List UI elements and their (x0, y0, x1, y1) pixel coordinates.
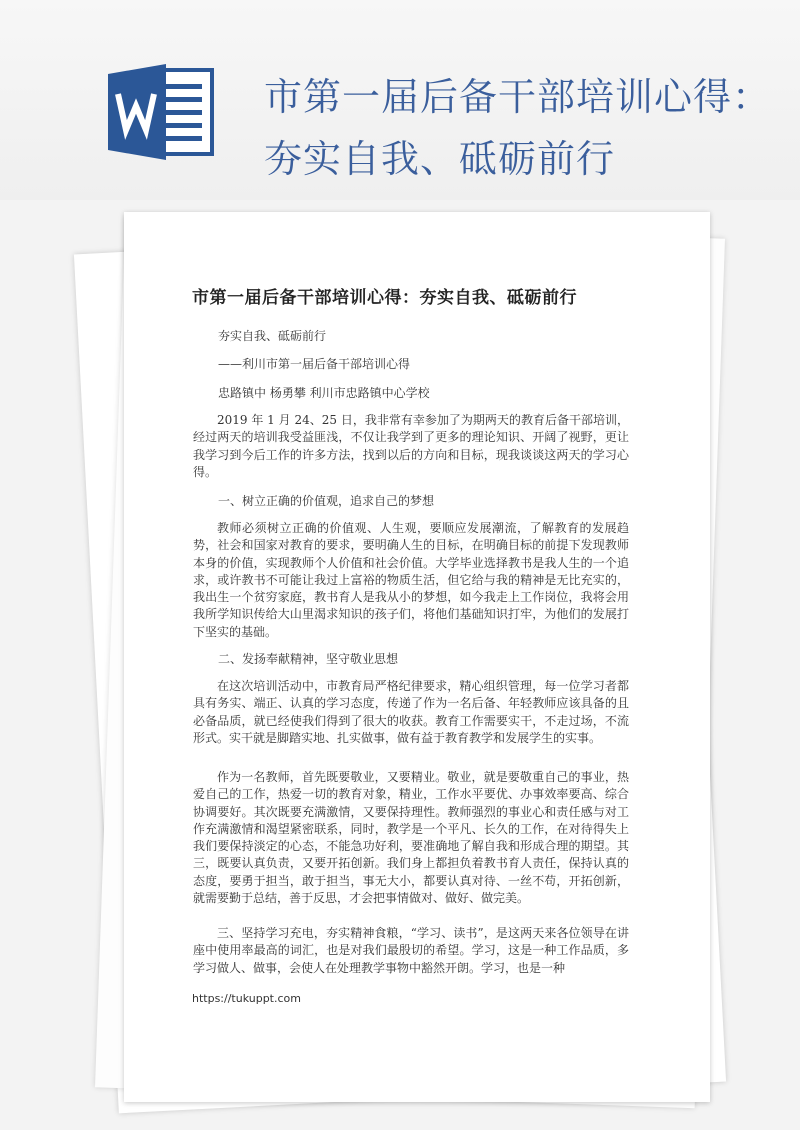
section-2-paragraph-2: 作为一名教师，首先既要敬业，又要精业。敬业，就是要敬重自己的事业，热爱自己的工作，热爱一切的教育对象，精业，工作水平要优、办事效率要高、综合协调要好。其次既要充满激情，又要保持理性。教师强烈的事业心和责任感与对工作充满激情和渴望紧密联系，同时，教学是一个平凡、长久的工作，在对待得失上我们要保持淡定的心态，不能急功好利，要准确地了解自我和形成合理的期望。其三，既要认真负责，又要开拓创新。我们身上都担负着教书育人责任，保持认真的态度，要勇于担当，敢于担当，事无大小，都要认真对待、一丝不苟，开拓创新，就需要勤于总结，善于反思，才会把事情做对、做好、做完美。 (193, 770, 629, 906)
byline-author: 忠路镇中 杨勇攀 利川市忠路镇中心学校 (218, 386, 430, 400)
header-title: 市第一届后备干部培训心得：夯实自我、砥砺前行 (264, 75, 772, 181)
byline-event: ——利川市第一届后备干部培训心得 (218, 357, 411, 371)
document-title: 市第一届后备干部培训心得：夯实自我、砥砺前行 (192, 288, 577, 308)
section-2-paragraph: 在这次培训活动中，市教育局严格纪律要求，精心组织管理，每一位学习者都具有务实、端正、认真的学习态度，传递了作为一名后备、年轻教师应该具备的且必备品质，就已经使我们得到了很大的收获。教育工作需要实干，不走过场，不流形式。实干就是脚踏实地、扎实做事，做有益于教育教学和发展学生的实事。 (193, 679, 629, 745)
intro-paragraph: 2019 年 1 月 24、25 日，我非常有幸参加了为期两天的教育后备干部培训，经过两天的培训我受益匪浅，不仅让我学到了更多的理论知识、开阔了视野，更让我学习到今后工作的许多方法，找到以后的方向和目标，现我谈谈这两天的学习心得。 (193, 413, 629, 479)
section-1-paragraph: 教师必须树立正确的价值观、人生观，要顺应发展潮流，了解教育的发展趋势，社会和国家对教育的要求，要明确人生的目标，在明确目标的前提下发现教师本身的价值，实现教师个人价值和社会价值。大学毕业选择教书是我人生的一个追求，或许教书不可能让我过上富裕的物质生活，但它给与我的精神是无比充实的，我出生一个贫穷家庭，教书育人是我从小的梦想，如今我走上工作岗位，我将会用我所学知识传给大山里渴求知识的孩子们，将他们基础知识打牢，为他们的发展打下坚实的基础。 (193, 521, 629, 639)
section-3-paragraph: 三、坚持学习充电，夯实精神食粮，“学习、读书”，是这两天来各位领导在讲座中使用率最高的词汇，也是对我们最殷切的希望。学习，这是一种工作品质，多学习做人、做事，会使人在处理教学事物中豁然开朗。学习，也是一种 (193, 926, 629, 975)
section-heading-2: 二、发扬奉献精神，坚守敬业思想 (218, 652, 399, 666)
footer-url: https://tukuppt.com (192, 992, 301, 1005)
document-subtitle: 夯实自我、砥砺前行 (218, 329, 327, 343)
word-document-icon (108, 64, 218, 160)
section-heading-1: 一、树立正确的价值观，追求自己的梦想 (218, 494, 435, 508)
